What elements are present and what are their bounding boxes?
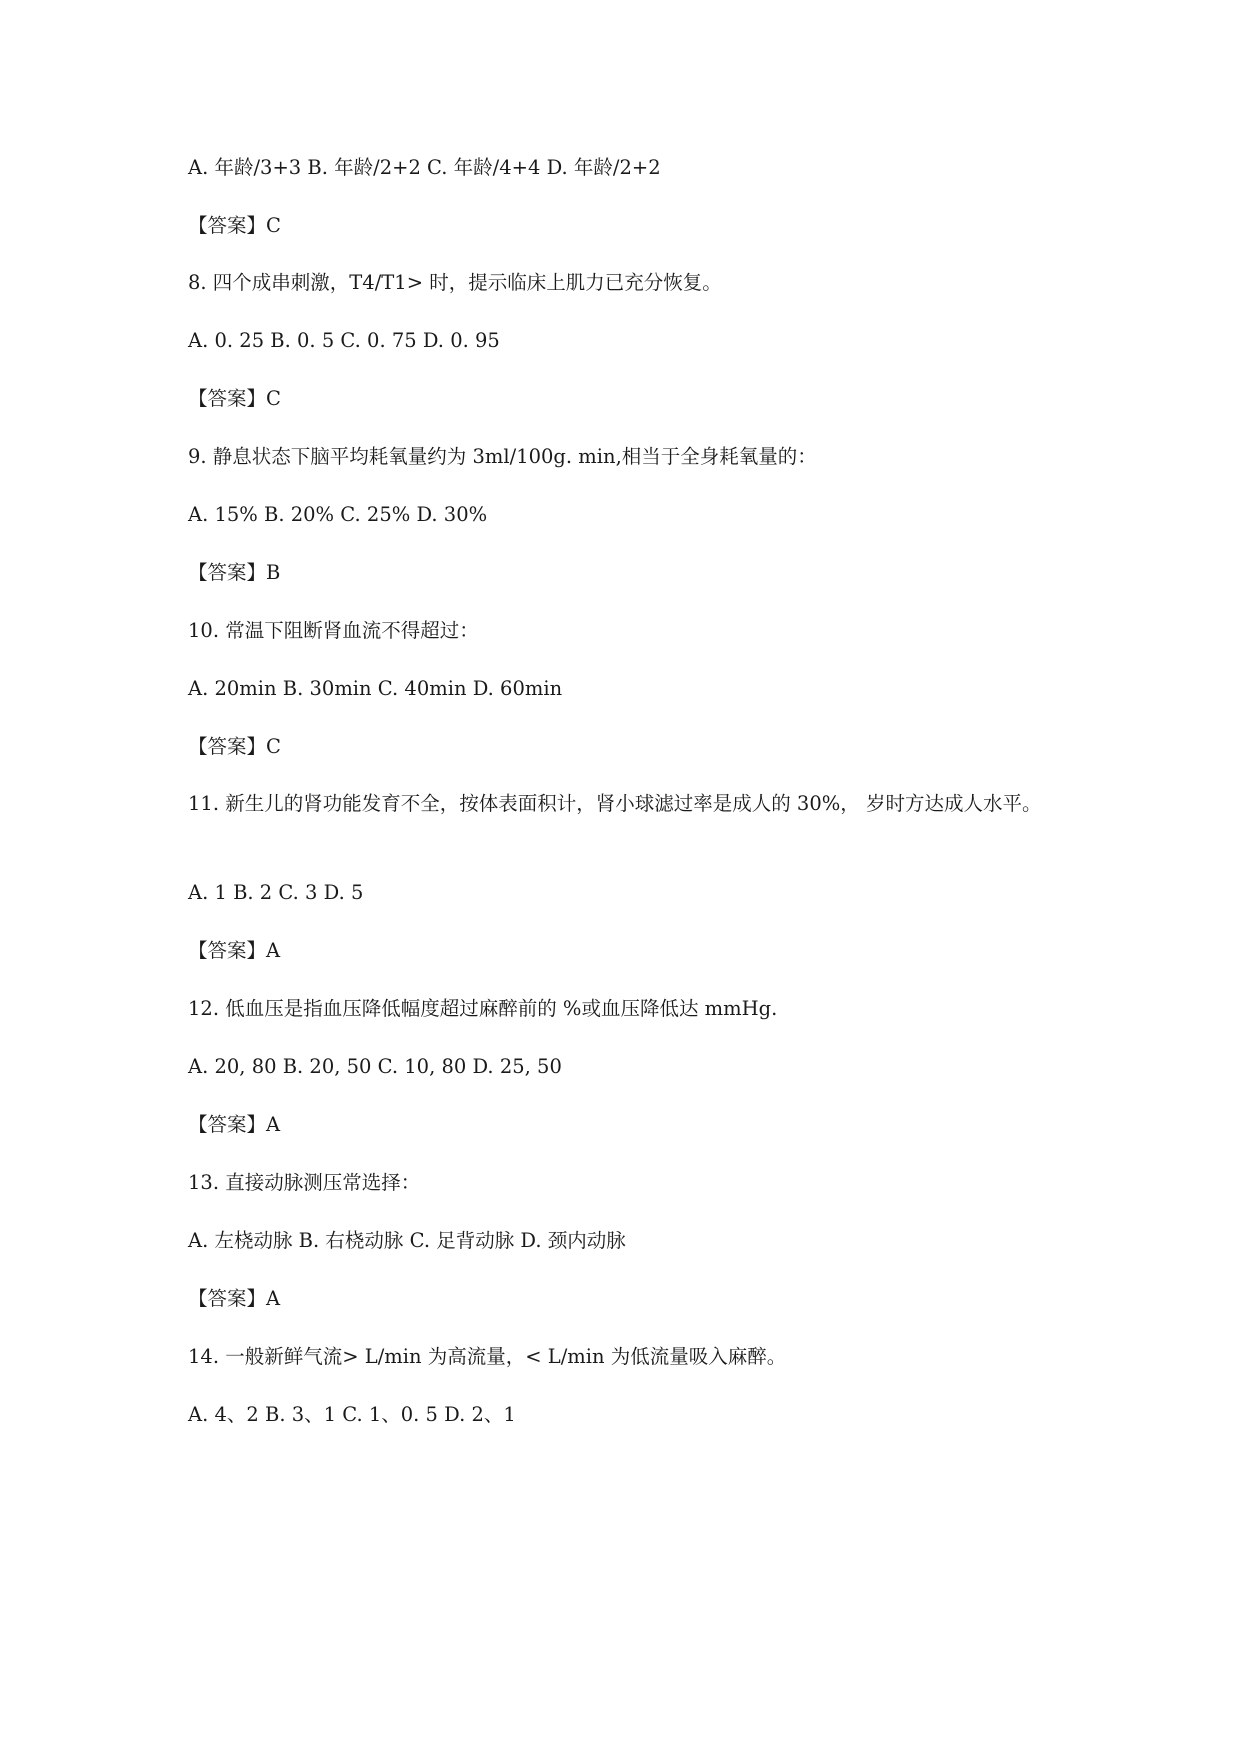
q14-question: 14. 一般新鲜气流> L/min 为高流量，< L/min 为低流量吸入麻醉。: [188, 1345, 787, 1368]
q9-question: 9. 静息状态下脑平均耗氧量约为 3ml/100g. min,相当于全身耗氧量的：: [188, 445, 817, 468]
q14-options: A. 4、2 B. 3、1 C. 1、0. 5 D. 2、1: [188, 1403, 516, 1426]
q13-question: 13. 直接动脉测压常选择：: [188, 1171, 421, 1194]
q7-answer: 【答案】C: [188, 214, 281, 237]
q11-options: A. 1 B. 2 C. 3 D. 5: [188, 881, 364, 904]
q10-question: 10. 常温下阻断肾血流不得超过：: [188, 619, 479, 642]
q11-answer: 【答案】A: [188, 939, 281, 962]
q9-options: A. 15% B. 20% C. 25% D. 30%: [188, 503, 488, 526]
q13-options: A. 左桡动脉 B. 右桡动脉 C. 足背动脉 D. 颈内动脉: [188, 1229, 626, 1252]
q13-answer: 【答案】A: [188, 1287, 281, 1310]
q8-answer: 【答案】C: [188, 387, 281, 410]
q7-options: A. 年龄/3+3 B. 年龄/2+2 C. 年龄/4+4 D. 年龄/2+2: [188, 156, 661, 179]
q11-question: 11. 新生儿的肾功能发育不全，按体表面积计，肾小球滤过率是成人的 30%， 岁时方达成人水平。: [188, 792, 1042, 815]
q10-options: A. 20min B. 30min C. 40min D. 60min: [188, 677, 563, 700]
q10-answer: 【答案】C: [188, 735, 281, 758]
q8-question: 8. 四个成串刺激，T4/T1> 时，提示临床上肌力已充分恢复。: [188, 271, 722, 294]
q12-options: A. 20, 80 B. 20, 50 C. 10, 80 D. 25, 50: [188, 1055, 562, 1078]
q8-options: A. 0. 25 B. 0. 5 C. 0. 75 D. 0. 95: [188, 329, 500, 352]
q9-answer: 【答案】B: [188, 561, 281, 584]
q12-question: 12. 低血压是指血压降低幅度超过麻醉前的 %或血压降低达 mmHg.: [188, 997, 778, 1020]
q12-answer: 【答案】A: [188, 1113, 281, 1136]
